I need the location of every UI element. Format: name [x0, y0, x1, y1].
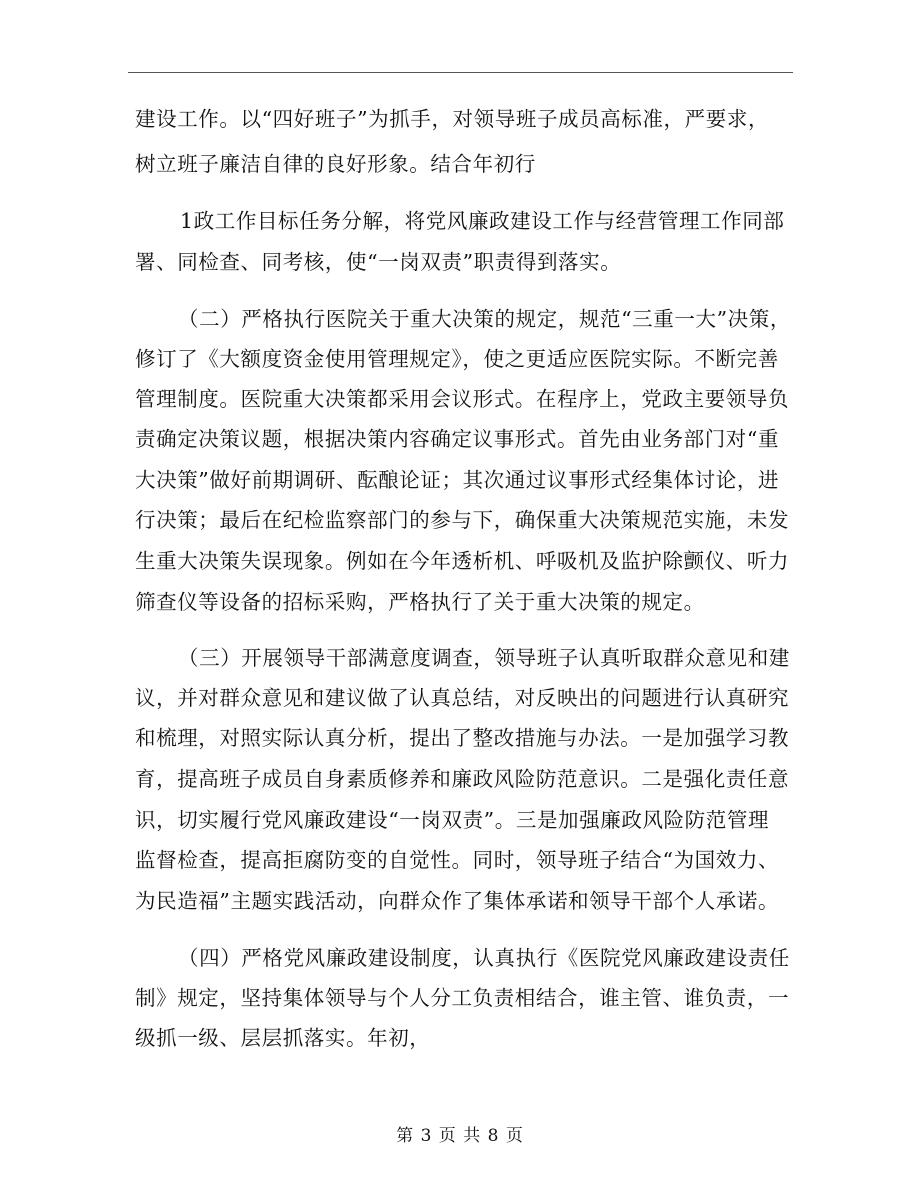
text-line: 修订了《大额度资金使用管理规定》，使之更适应医院实际。不断完善 [135, 347, 779, 371]
text-line: （四）严格党风廉政建设制度，认真执行《医院党风廉政建设责任 [178, 946, 790, 970]
text-line: 管理制度。医院重大决策都采用会议形式。在程序上，党政主要领导负 [135, 387, 790, 411]
text-line: 制》规定，坚持集体领导与个人分工负责相结合，谁主管、谁负责，一 [135, 986, 790, 1010]
text-line: 识，切实履行党风廉政建设“一岗双责”。三是加强廉政风险防范管理 [135, 808, 770, 832]
text-line: 建设工作。以“四好班子”为抓手，对领导班子成员高标准，严要求， [135, 107, 770, 131]
text-line: 筛查仪等设备的招标采购，严格执行了关于重大决策的规定。 [135, 590, 705, 614]
text-line: 监督检查，提高拒腐防变的自觉性。同时，领导班子结合“为国效力、 [135, 848, 780, 872]
text-line: 级抓一级、层层抓落实。年初， [135, 1026, 431, 1050]
text-line: 署、同检查、同考核，使“一岗双责”职责得到落实。 [135, 250, 622, 274]
text-line: 生重大决策失误现象。例如在今年透析机、呼吸机及监护除颤仪、听力 [135, 549, 790, 573]
text-line: 责确定决策议题，根据决策内容确定议事形式。首先由业务部门对“重 [135, 427, 780, 451]
text-line: 为民造福”主题实践活动，向群众作了集体承诺和领导干部个人承诺。 [135, 889, 780, 913]
text-line: 树立班子廉洁自律的良好形象。结合年初行 [135, 152, 536, 176]
header-rule [128, 72, 793, 73]
text-line: 和梳理，对照实际认真分析，提出了整改措施与办法。一是加强学习教 [135, 726, 790, 750]
text-line: 议，并对群众意见和建议做了认真总结，对反映出的问题进行认真研究 [135, 686, 790, 710]
text-line: 大决策”做好前期调研、酝酿论证；其次通过议事形式经集体讨论，进 [135, 468, 780, 492]
text-line: 行决策；最后在纪检监察部门的参与下，确保重大决策规范实施，未发 [135, 508, 790, 532]
text-line: （三）开展领导干部满意度调查，领导班子认真听取群众意见和建 [178, 646, 790, 670]
text-line: 1政工作目标任务分解，将党风廉政建设工作与经营管理工作同部 [180, 209, 785, 233]
text-line: （二）严格执行医院关于重大决策的规定，规范“三重一大”决策， [178, 307, 791, 331]
text-line: 育，提高班子成员自身素质修养和廉政风险防范意识。二是强化责任意 [135, 767, 790, 791]
page-number: 第 3 页 共 8 页 [396, 1126, 524, 1146]
